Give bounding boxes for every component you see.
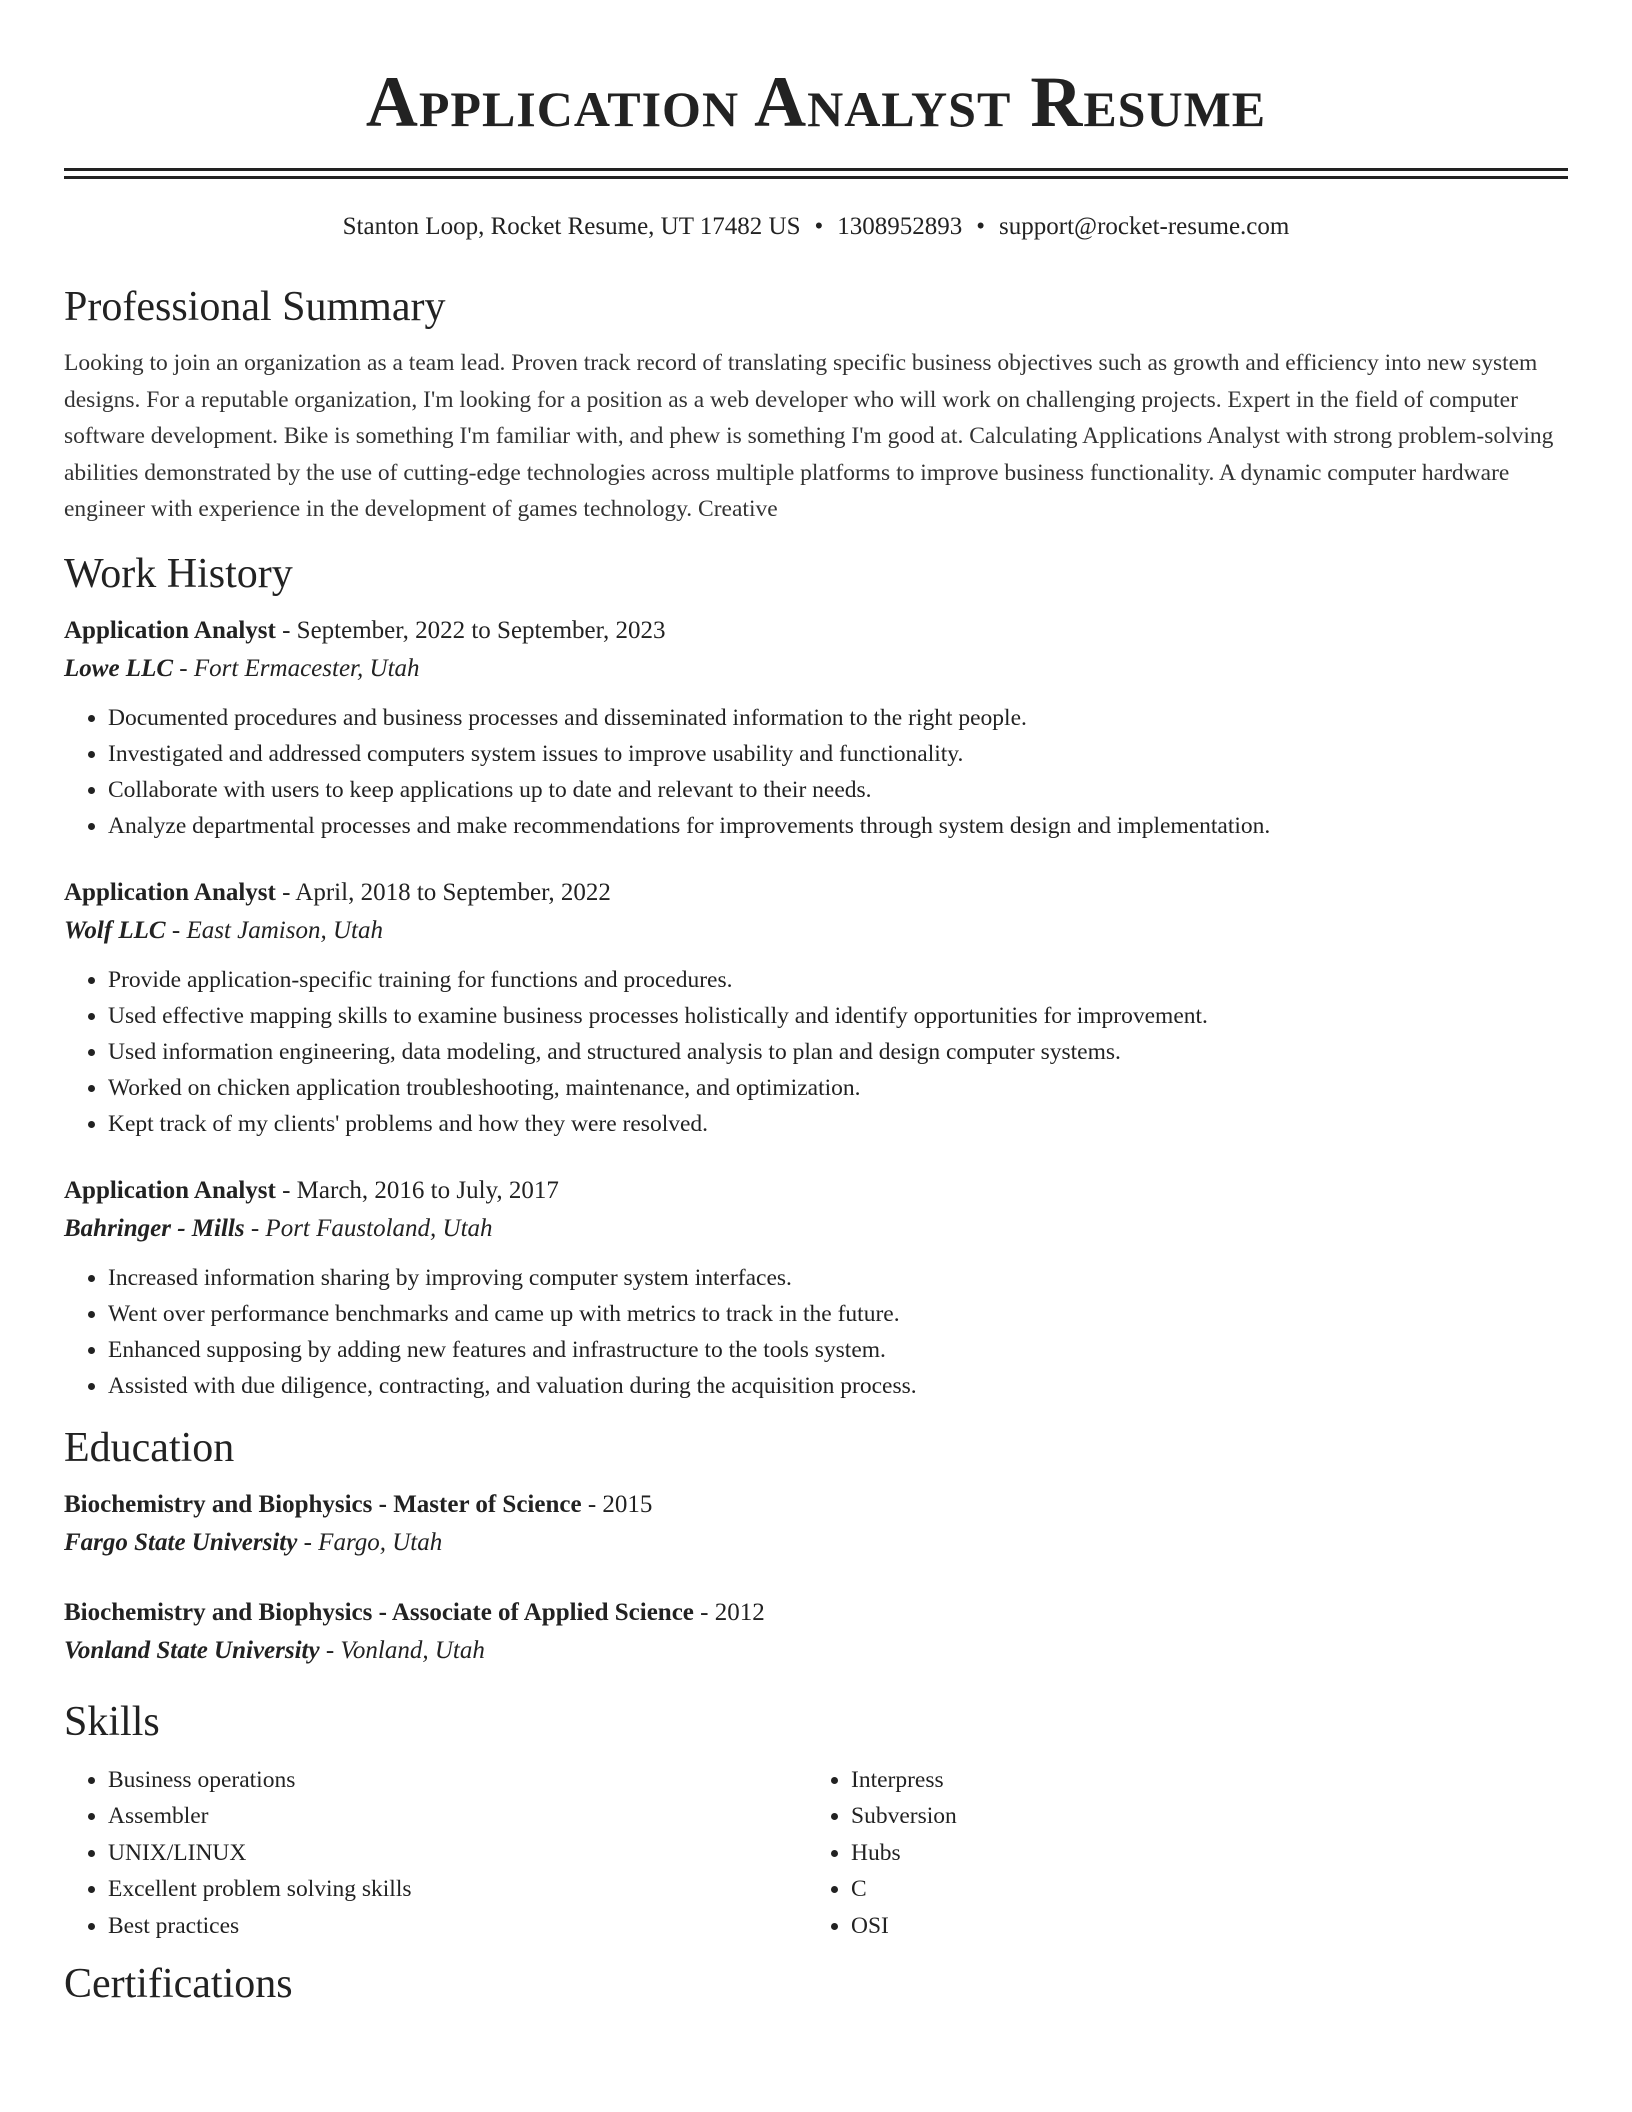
job-company: Lowe LLC — [64, 654, 174, 682]
job-bullet: • Used information engineering, data modeling, and structured analysis to plan and design computer systems. — [108, 1034, 1568, 1070]
skill-item: • OSI — [851, 1908, 1550, 1945]
job-bullet: • Documented procedures and business processes and disseminated information to the right people. — [108, 700, 1568, 736]
job-dates: - September, 2022 to September, 2023 — [275, 616, 666, 644]
skill-item: • Hubs — [851, 1835, 1550, 1872]
resume-title: Application Analyst Resume — [365, 62, 1267, 142]
section-title-work-history: Work History — [64, 550, 293, 597]
education-year: - 2012 — [693, 1598, 765, 1626]
skill-item: • Interpress — [851, 1762, 1550, 1799]
job-role: Application Analyst — [64, 1176, 276, 1204]
contact-separator: • — [976, 213, 986, 240]
education-heading — [64, 1594, 1568, 1632]
education-school-line — [64, 1524, 1568, 1562]
skills-list — [807, 1762, 1550, 1945]
job-bullet: • Increased information sharing by improving computer system interfaces. — [108, 1260, 1568, 1296]
job-bullet: • Enhanced supposing by adding new features and infrastructure to the tools system. — [108, 1332, 1568, 1368]
section-title-summary: Professional Summary — [64, 284, 446, 330]
skill-item: • Assembler — [108, 1798, 807, 1835]
education-degree: Biochemistry and Biophysics - Associate of Applied Science — [64, 1598, 694, 1626]
skill-item: • UNIX/LINUX — [108, 1835, 807, 1872]
job-bullet: • Worked on chicken application troubleshooting, maintenance, and optimization. — [108, 1070, 1568, 1106]
job-bullets — [64, 962, 1568, 1142]
contact-line — [64, 211, 1568, 243]
job-heading — [64, 874, 1568, 912]
skill-item: • Best practices — [108, 1908, 807, 1945]
skills-grid — [64, 1762, 1568, 1945]
job-bullet: • Assisted with due diligence, contracting, and valuation during the acquisition process. — [108, 1368, 1568, 1404]
skills-column-right — [807, 1762, 1550, 1945]
job-dates: - March, 2016 to July, 2017 — [275, 1176, 559, 1204]
education-year: - 2015 — [581, 1490, 653, 1518]
education-school: Fargo State University — [64, 1528, 298, 1556]
contact-email: support@rocket-resume.com — [999, 213, 1290, 240]
job-bullet: • Used effective mapping skills to examine business processes holistically and identify opportunities for improvement. — [108, 998, 1568, 1034]
section-title-skills: Skills — [64, 1698, 160, 1745]
contact-address: Stanton Loop, Rocket Resume, UT 17482 US — [342, 213, 801, 240]
job-bullets — [64, 1260, 1568, 1404]
job-location: - Fort Ermacester, Utah — [173, 654, 420, 682]
education-degree: Biochemistry and Biophysics - Master of Science — [64, 1490, 582, 1518]
job-role: Application Analyst — [64, 878, 276, 906]
education-location: - Vonland, Utah — [319, 1636, 485, 1664]
job-company: Bahringer - Mills — [64, 1214, 245, 1242]
job-company-line — [64, 650, 1568, 688]
job-bullets — [64, 700, 1568, 844]
skill-item: • Excellent problem solving skills — [108, 1871, 807, 1908]
education-school-line — [64, 1632, 1568, 1670]
job-bullet: • Investigated and addressed computers system issues to improve usability and functionality. — [108, 736, 1568, 772]
contact-phone: 1308952893 — [837, 213, 963, 240]
job-role: Application Analyst — [64, 616, 276, 644]
job-heading — [64, 612, 1568, 650]
job-location: - East Jamison, Utah — [165, 916, 383, 944]
education-heading — [64, 1486, 1568, 1524]
job-heading — [64, 1172, 1568, 1210]
section-title-education: Education — [64, 1424, 235, 1471]
job-bullet: • Provide application-specific training for functions and procedures. — [108, 962, 1568, 998]
skill-item: • C — [851, 1871, 1550, 1908]
job-entry — [64, 874, 1568, 1142]
skills-column-left — [64, 1762, 807, 1945]
job-entry — [64, 1172, 1568, 1404]
section-title-certifications: Certifications — [64, 1961, 293, 2007]
skill-item: • Business operations — [108, 1762, 807, 1799]
job-dates: - April, 2018 to September, 2022 — [275, 878, 611, 906]
job-location: - Port Faustoland, Utah — [244, 1214, 493, 1242]
skills-list — [64, 1762, 807, 1945]
education-entry — [64, 1486, 1568, 1562]
job-bullet: • Went over performance benchmarks and came up with metrics to track in the future. — [108, 1296, 1568, 1332]
job-bullet: • Kept track of my clients' problems and how they were resolved. — [108, 1106, 1568, 1142]
title-double-rule — [64, 168, 1568, 179]
skill-item: • Subversion — [851, 1798, 1550, 1835]
summary-text: Looking to join an organization as a team lead. Proven track record of translating specific business objectives such as growth and efficiency into new system designs. For a reputable organization, I'm looking for a position as a web developer who will work on challenging projects. Expert in the field of computer software development. Bike is something I'm familiar with, and phew is something I'm good at. Calculating Applications Analyst with strong problem-solving abilities demonstrated by the use of cutting-edge technologies across multiple platforms to improve business functionality. A dynamic computer hardware engineer with experience in the development of games technology. Creative — [64, 350, 1554, 522]
job-company-line — [64, 1210, 1568, 1248]
education-location: - Fargo, Utah — [297, 1528, 443, 1556]
job-entry — [64, 612, 1568, 844]
job-company: Wolf LLC — [64, 916, 166, 944]
job-bullet: • Analyze departmental processes and make recommendations for improvements through system design and implementation. — [108, 808, 1568, 844]
contact-separator: • — [814, 213, 824, 240]
education-entry — [64, 1594, 1568, 1670]
education-school: Vonland State University — [64, 1636, 320, 1664]
job-bullet: • Collaborate with users to keep applications up to date and relevant to their needs. — [108, 772, 1568, 808]
job-company-line — [64, 912, 1568, 950]
